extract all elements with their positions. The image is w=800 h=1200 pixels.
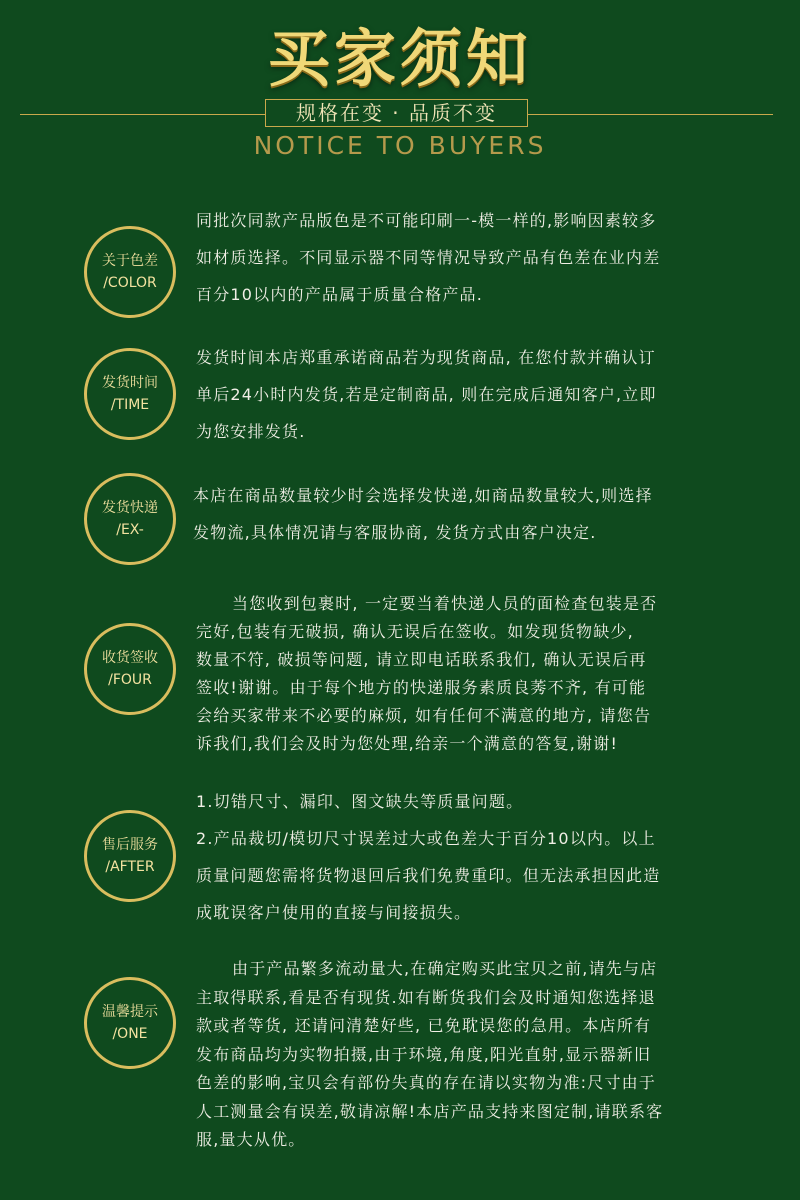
text-line: 会给买家带来不必要的麻烦, 如有任何不满意的地方, 请您告 <box>196 706 652 725</box>
section-badge-color <box>84 226 176 318</box>
section-text-express <box>193 477 718 551</box>
text-line: 发货时间本店郑重承诺商品若为现货商品, 在您付款并确认订 <box>196 348 656 367</box>
section-text-color <box>196 202 721 313</box>
english-title: NOTICE TO BUYERS <box>253 131 547 160</box>
divider-left <box>20 114 265 115</box>
text-line: 款或者等货, 还请问清楚好些, 已免耽误您的急用。本店所有 <box>196 1016 652 1035</box>
page-title: 买家须知 <box>267 22 532 95</box>
section-text-receipt <box>196 590 721 758</box>
text-line: 质量问题您需将货物退回后我们免费重印。但无法承担因此造 <box>196 866 661 885</box>
badge-label-en: /FOUR <box>108 672 152 688</box>
text-line: 1.切错尺寸、漏印、图文缺失等质量问题。 <box>196 792 524 811</box>
section-badge-time <box>84 348 176 440</box>
text-line: 完好,包装有无破损, 确认无误后在签收。如发现货物缺少, <box>196 622 634 641</box>
badge-label-cn: 发货时间 <box>102 375 158 391</box>
text-line: 2.产品裁切/模切尺寸误差过大或色差大于百分10以内。以上 <box>196 829 656 848</box>
text-line: 签收!谢谢。由于每个地方的快递服务素质良莠不齐, 有可能 <box>196 678 647 697</box>
header <box>0 0 800 170</box>
section-badge-after-sales <box>84 810 176 902</box>
text-line: 诉我们,我们会及时为您处理,给亲一个满意的答复,谢谢! <box>196 734 619 753</box>
subtitle: 规格在变 · 品质不变 <box>265 99 528 127</box>
text-line: 单后24小时内发货,若是定制商品, 则在完成后通知客户,立即 <box>196 385 657 404</box>
text-line: 百分10以内的产品属于质量合格产品. <box>196 285 484 304</box>
text-line: 服,量大从优。 <box>196 1130 306 1149</box>
badge-label-en: /TIME <box>110 397 150 413</box>
text-line: 成耽误客户使用的直接与间接损失。 <box>196 903 472 922</box>
section-badge-express <box>84 473 176 565</box>
text-line: 人工测量会有误差,敬请凉解!本店产品支持来图定制,请联系客 <box>196 1101 664 1121</box>
badge-label-en: /ONE <box>112 1026 148 1042</box>
text-line: 由于产品繁多流动量大,在确定购买此宝贝之前,请先与店 <box>232 959 658 978</box>
badge-label-cn: 发货快递 <box>102 500 158 516</box>
text-line: 数量不符, 破损等问题, 请立即电话联系我们, 确认无误后再 <box>196 650 647 669</box>
text-line: 主取得联系,看是否有现货.如有断货我们会及时通知您选择退 <box>196 987 656 1007</box>
section-badge-receipt <box>84 623 176 715</box>
text-line: 发物流,具体情况请与客服协商, 发货方式由客户决定. <box>193 523 597 542</box>
badge-label-cn: 关于色差 <box>102 253 158 269</box>
divider-right <box>528 114 773 115</box>
text-line: 本店在商品数量较少时会选择发快递,如商品数量较大,则选择 <box>193 486 653 505</box>
badge-label-cn: 温馨提示 <box>102 1004 158 1020</box>
badge-label-en: /EX- <box>116 522 144 538</box>
section-badge-tips <box>84 977 176 1069</box>
badge-label-en: /AFTER <box>105 859 155 875</box>
text-line: 色差的影响,宝贝会有部份失真的存在请以实物为准:尺寸由于 <box>196 1073 657 1092</box>
badge-label-en: /COLOR <box>103 275 157 291</box>
text-line: 为您安排发货. <box>196 422 306 441</box>
text-line: 如材质选择。不同显示器不同等情况导致产品有色差在业内差 <box>196 248 661 267</box>
badge-label-cn: 售后服务 <box>102 837 158 853</box>
text-line: 发布商品均为实物拍摄,由于环境,角度,阳光直射,显示器新旧 <box>196 1044 652 1064</box>
text-line: 同批次同款产品版色是不可能印刷一-模一样的,影响因素较多 <box>196 211 657 230</box>
section-text-tips <box>196 955 721 1155</box>
section-text-after-sales <box>196 783 721 931</box>
text-line: 当您收到包裹时, 一定要当着快递人员的面检查包装是否 <box>232 594 658 613</box>
section-text-time <box>196 339 721 450</box>
badge-label-cn: 收货签收 <box>102 650 158 666</box>
